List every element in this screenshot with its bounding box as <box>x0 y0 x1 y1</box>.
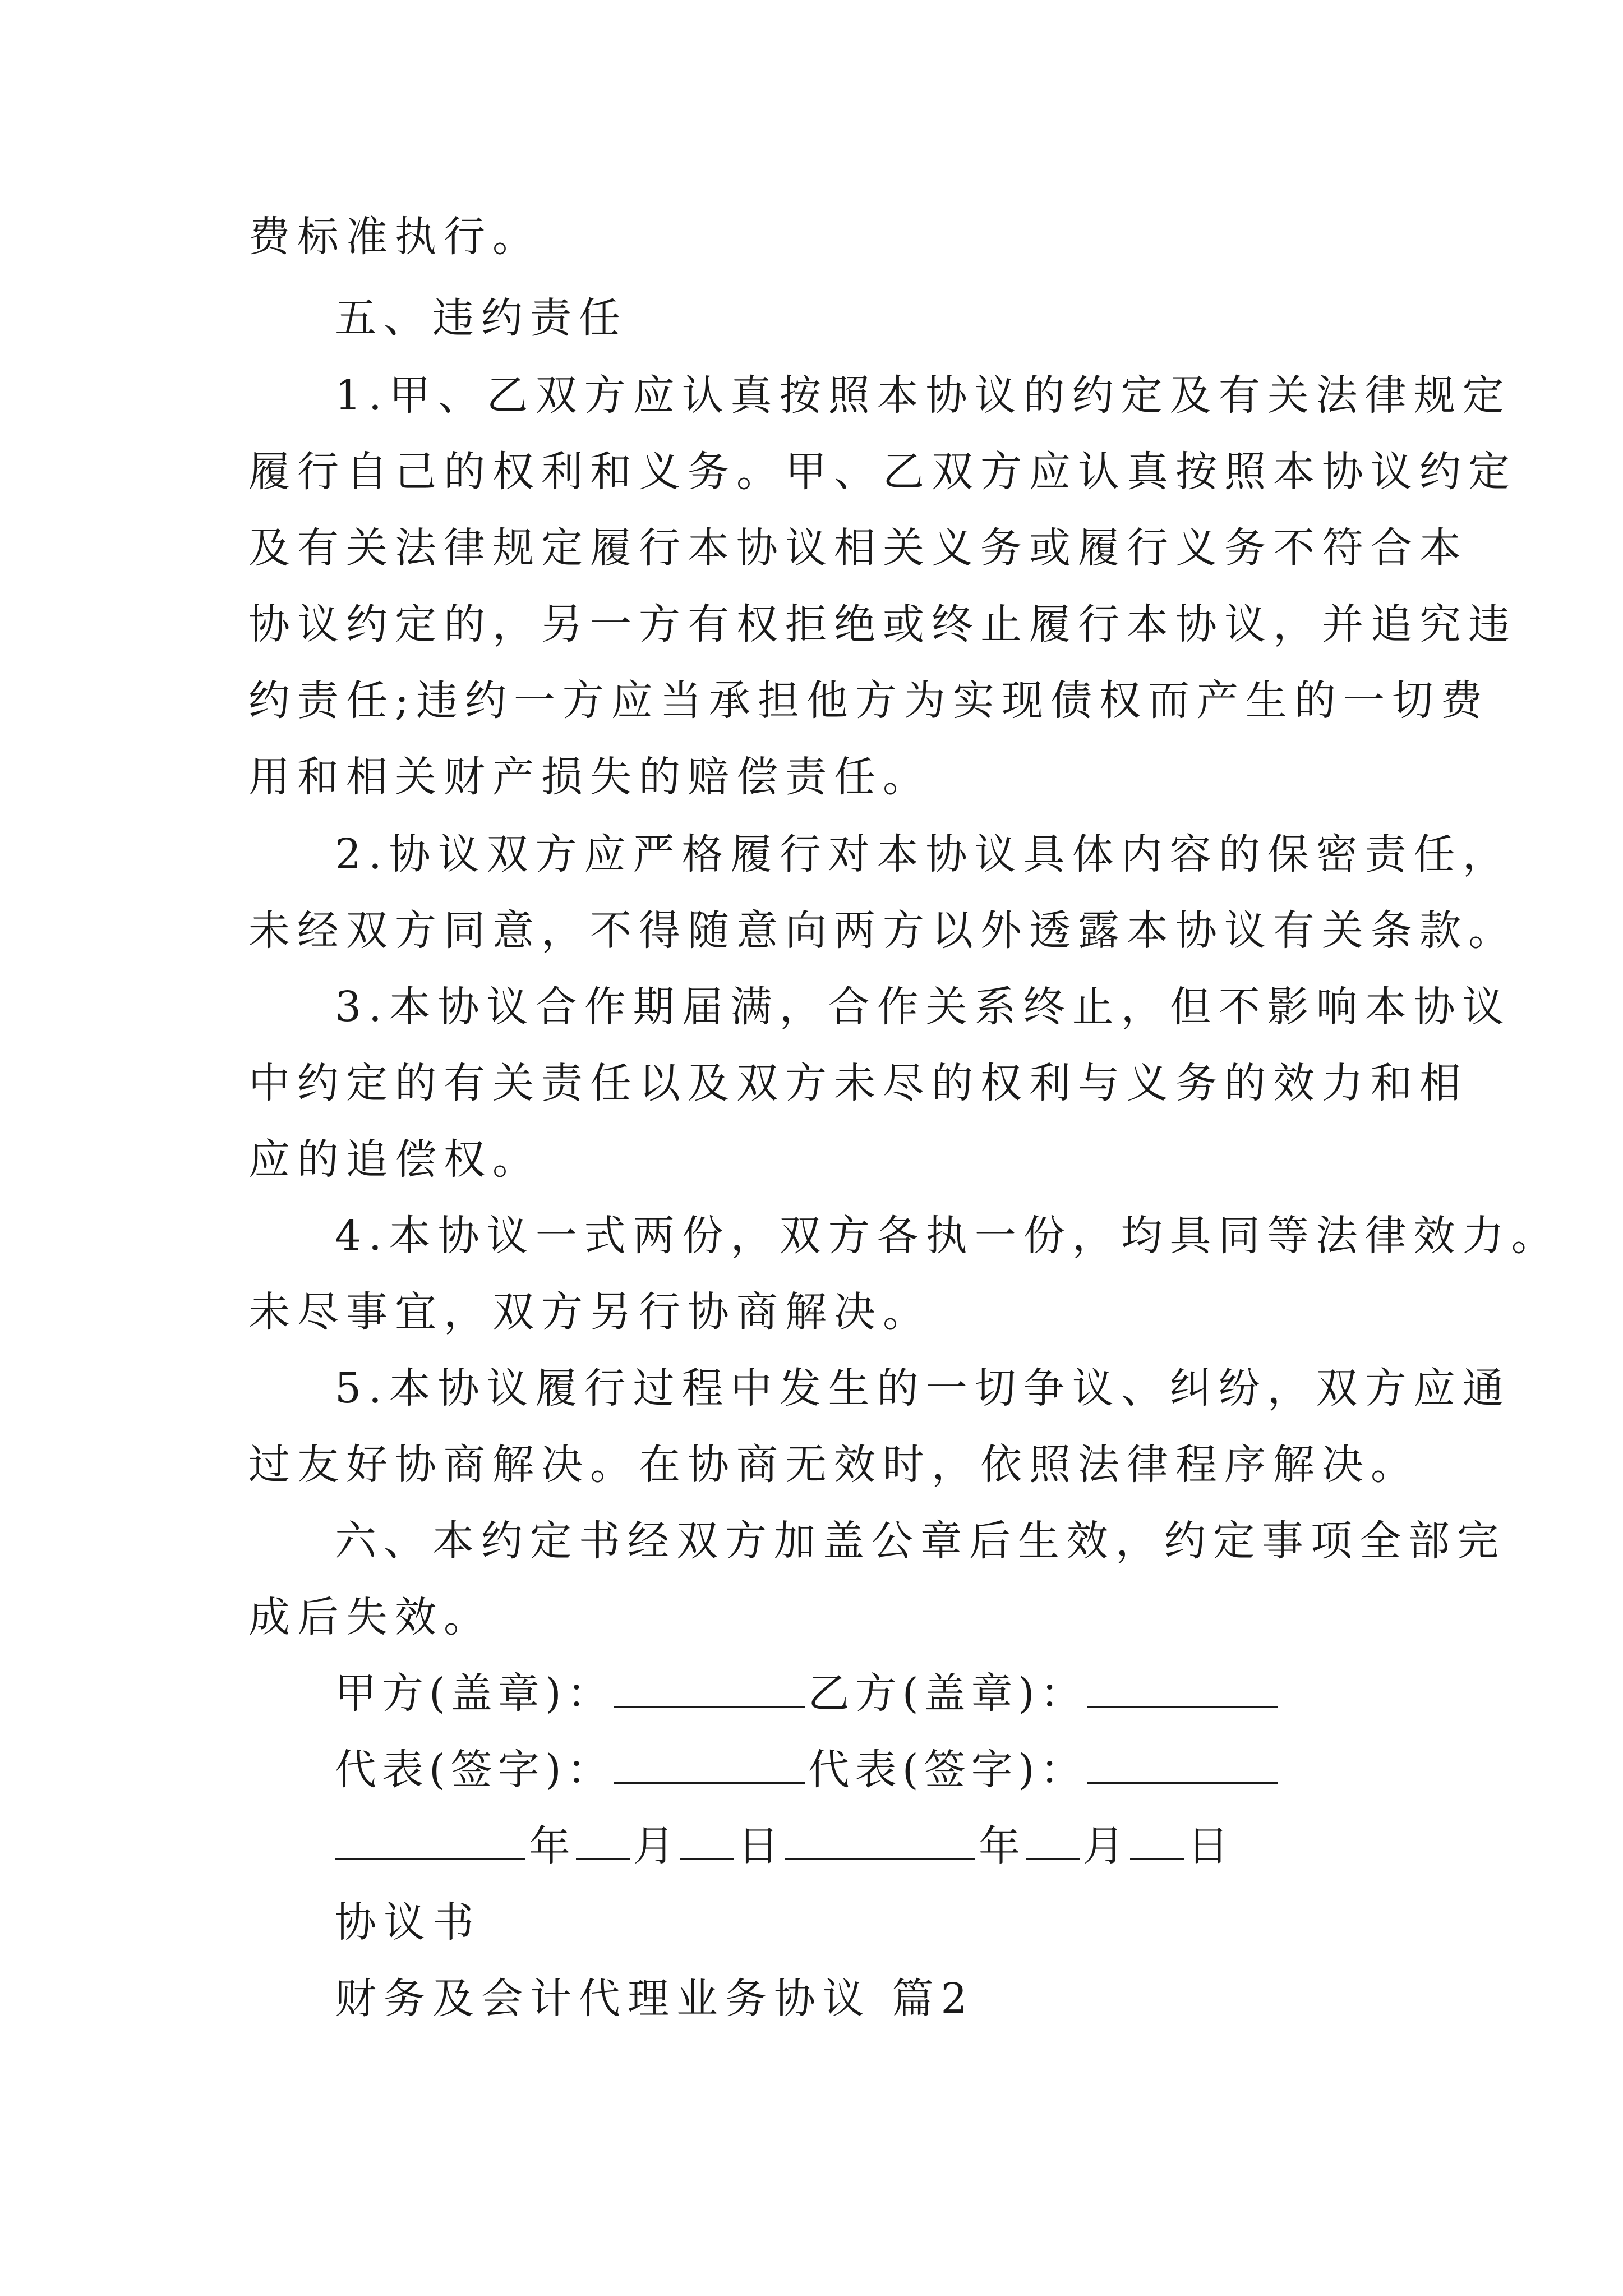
clause-3-line: 应的追偿权。 <box>248 1135 541 1184</box>
next-section-title: 财务及会计代理业务协议 篇2 <box>335 1975 975 2023</box>
party-b-rep-blank[interactable] <box>1087 1750 1278 1784</box>
party-b-month-blank[interactable] <box>1026 1826 1080 1860</box>
day-label: 日 <box>737 1822 785 1870</box>
party-a-month-blank[interactable] <box>576 1826 630 1860</box>
section-six-line: 六、本约定书经双方加盖公章后生效，约定事项全部完 <box>335 1517 1506 1565</box>
clause-3-line: 3.本协议合作期届满，合作关系终止，但不影响本协议 <box>335 983 1511 1031</box>
paragraph-line: 费标准执行。 <box>248 213 541 261</box>
footer-title: 协议书 <box>335 1898 481 1947</box>
clause-1-line: 约责任;违约一方应当承担他方为实现债权而产生的一切费 <box>248 677 1490 725</box>
clause-4-line: 未尽事宜，双方另行协商解决。 <box>248 1288 932 1336</box>
section-heading-breach: 五、违约责任 <box>335 294 628 342</box>
clause-1-line: 履行自己的权利和义务。甲、乙双方应认真按照本协议约定 <box>248 448 1517 496</box>
clause-3-line: 中约定的有关责任以及双方未尽的权利与义务的效力和相 <box>248 1059 1468 1107</box>
party-a-day-blank[interactable] <box>680 1826 734 1860</box>
month-label: 月 <box>633 1822 680 1870</box>
party-a-seal-blank[interactable] <box>614 1673 805 1708</box>
seal-row <box>335 1669 1281 1718</box>
party-a-seal-label: 甲方(盖章)： <box>335 1669 614 1718</box>
party-b-seal-label: 乙方(盖章)： <box>808 1669 1087 1718</box>
party-b-seal-blank[interactable] <box>1087 1673 1278 1708</box>
year-label: 年 <box>529 1822 576 1870</box>
party-a-year-blank[interactable] <box>335 1826 525 1860</box>
clause-2-line: 未经双方同意，不得随意向两方以外透露本协议有关条款。 <box>248 907 1517 955</box>
party-a-rep-blank[interactable] <box>614 1750 805 1784</box>
section-six-line: 成后失效。 <box>248 1593 492 1641</box>
clause-5-line: 过友好协商解决。在协商无效时，依照法律程序解决。 <box>248 1441 1419 1489</box>
party-b-rep-label: 代表(签字)： <box>808 1746 1087 1794</box>
representative-row <box>335 1746 1281 1794</box>
day-label: 日 <box>1187 1822 1234 1870</box>
party-b-day-blank[interactable] <box>1130 1826 1184 1860</box>
clause-1-line: 1.甲、乙双方应认真按照本协议的约定及有关法律规定 <box>335 371 1511 420</box>
clause-1-line: 用和相关财产损失的赔偿责任。 <box>248 753 932 801</box>
clause-1-line: 协议约定的，另一方有权拒绝或终止履行本协议，并追究违 <box>248 600 1517 648</box>
clause-1-line: 及有关法律规定履行本协议相关义务或履行义务不符合本 <box>248 524 1468 572</box>
clause-4-line: 4.本协议一式两份，双方各执一份，均具同等法律效力。 <box>335 1212 1560 1260</box>
party-a-rep-label: 代表(签字)： <box>335 1746 614 1794</box>
year-label: 年 <box>979 1822 1026 1870</box>
month-label: 月 <box>1083 1822 1130 1870</box>
clause-5-line: 5.本协议履行过程中发生的一切争议、纠纷，双方应通 <box>335 1364 1511 1412</box>
clause-2-line: 2.协议双方应严格履行对本协议具体内容的保密责任， <box>335 830 1511 878</box>
date-row <box>335 1822 1234 1870</box>
party-b-year-blank[interactable] <box>785 1826 975 1860</box>
